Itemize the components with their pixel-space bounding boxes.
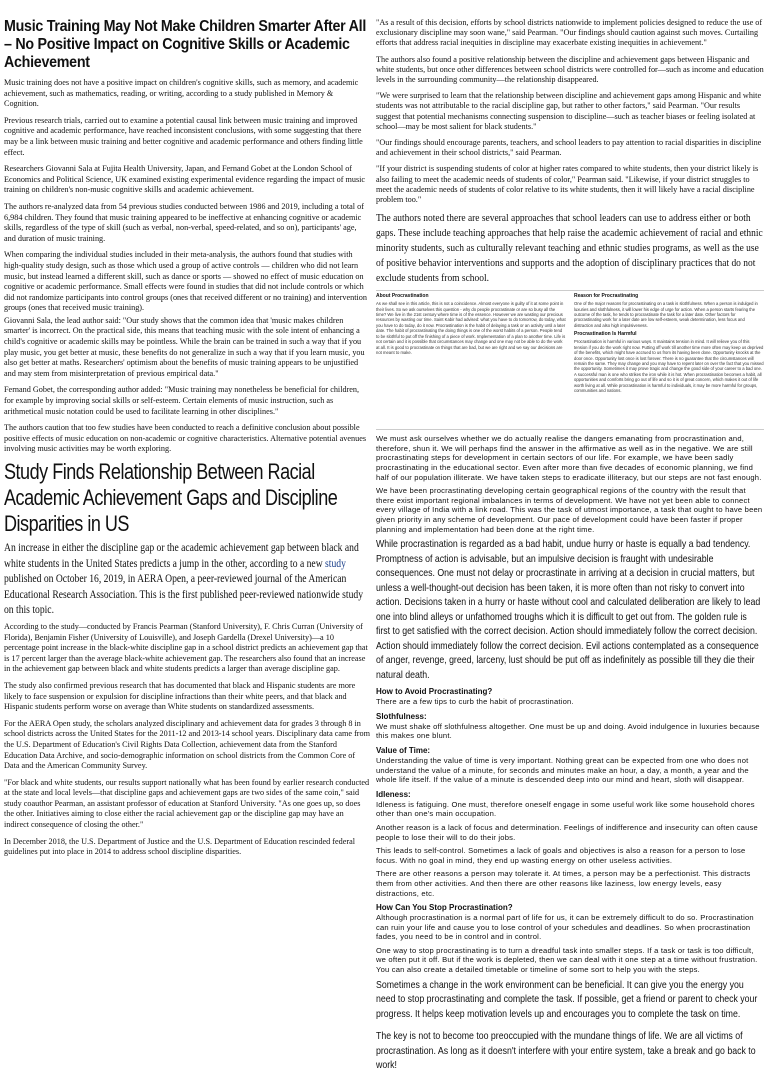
paragraph: Giovanni Sala, the lead author said: "Our study shows that the common idea that 'music makes children smarter' is incorrect. On the practical side, this means that teaching music with the sole intent of enhancing a child's cognitive or academic skills may be pointless. While the brain can be trained in such a way that if you play music, you get better at music, these benefits do not generalize in such a way that if you learn music, you also get better at maths. Researchers' optimism about the benefits of music training appears to be unjustified and may stem from misinterpretation of previous empirical data."	[4, 315, 365, 378]
quote-paragraph: "If your district is suspending students of color at higher rates compared to white students, then your district likely is also failing to meet the academic needs of students of color," Pearman said. "Likewise, if your district struggles to meet the academic needs of students of color relative to its white students, then it will likely have a racial discipline problem too."	[376, 164, 759, 205]
section-heading: Slothfulness:	[376, 711, 427, 721]
quote-paragraph: "As a result of this decision, efforts by school districts nationwide to implement policies designed to reduce the use of exclusionary discipline may soon wane," said Pearman. "Our findings should caution against such moves. Curtailing efforts that address racial inequities in discipline may exacerbate existing inequities in achievement."	[376, 18, 763, 48]
paragraph: According to the study—conducted by Francis Pearman (Stanford University), F. Chris Curran (University of Florida), Benjamin Fisher (University of Louisville), and Joseph Gardella (Drexel University)—a 10 percentage point increase in the black-white discipline gap in a school district predicts an achievement gap that is 17 percent larger than the average black-white achievement gap. The researchers also found that an increase in the achievement gap between black and white students predicts a larger than average discipline gap.	[4, 621, 368, 674]
essay-paragraph: We have been procrastinating developing certain geographical regions of the country with the result that there exist important regional imbalances in terms of development. We have not yet been able to connect every village of India with a link road. This was the task of utmost importance, a task that ought to have been given priority in any scheme of development. Our pace of development could have been faster if proper planning and implementation had been done at the right time.	[376, 486, 763, 534]
inset-right	[574, 293, 764, 427]
essay-paragraph: We must ask ourselves whether we do actually realise the dangers emanating from procrastination and, therefore, shun it. We will perhaps find the answer in the affirmative as well as in the negative. We are still procrastinating steps for development in certain sectors of our life. For example, we have been sadly procrastinating in the educational sector. Even after more than five decades of economic planning, we find half of our population illiterate. We have taken steps to eradicate illiteracy, but our steps are not fast enough.	[376, 434, 762, 482]
article-title-music: Music Training May Not Make Children Smarter After All – No Positive Impact on Cognitive Skills or Academic Achievement	[4, 18, 367, 71]
quote-paragraph: The authors also found a positive relationship between the discipline and achievement gaps between Hispanic and white students, but once other differences between school districts were controlled for—such as income and education levels in the surrounding community—the relationship disappeared.	[376, 54, 764, 85]
section-text: Idleness is fatiguing. One must, therefore oneself engage in some useful work like some household chores other than one's main occupation.	[376, 799, 755, 819]
right-column	[376, 18, 764, 1072]
paragraph: Music training does not have a positive impact on children's cognitive skills, such as memory, and academic achievement, such as mathematics, reading, or writing, according to a study published in Memory & Cognition.	[4, 78, 359, 109]
section-text: This leads to self-control. Sometimes a lack of goals and objectives is also a reason for a person to lose focus. With no goal in mind, they end up wasting energy on other useless activities.	[376, 846, 746, 865]
paragraph: When comparing the individual studies included in their meta-analysis, the authors found that studies with high-quality study design, such as those which used a group of active controls — children who did not learn music, but instead learned a different skill, such as dance or sports — showed no effect of music education on cognitive or academic performance. Small effects were found in studies that did not include controls or which did not randomize participants into control groups (ones that received different or no training) and intervention groups (ones that received music training).	[4, 250, 367, 313]
section-text: Understanding the value of time is very important. Nothing great can be expected from one who does not understand the value of a minute, for seconds and minutes make an hour, a day, a month, a year and the whole life itself. If the value of a minute is descended deep into our mind and heart, sloth will disappear.	[376, 755, 749, 785]
closing-paragraph: The authors noted there are several approaches that school leaders can use to address either or both gaps. These include teaching approaches that help raise the academic achievement of racial and ethnic minority students, such as culturally relevant teaching and ethnic studies programs, as well as the use of positive behavior interventions and supports and the adoption of disciplinary practices that do not exclude students from school.	[376, 212, 763, 285]
final-paragraph: The key is not to become too preoccupied with the mundane things of life. We are all victims of procrastination. As long as it doesn't interfere with your entire system, take a break and go back to work!	[376, 1031, 756, 1072]
paragraph: The authors re-analyzed data from 54 previous studies conducted between 1986 and 2019, including a total of 6,984 children. They found that music training appeared to be ineffective at enhancing cognitive or academic skills, regardless of the type of skill (such as verbal, non-verbal, speed-related, and so on), participants' age, and duration of music training.	[4, 201, 364, 243]
section-heading: Value of Time:	[376, 745, 431, 755]
quote-paragraph: "We were surprised to learn that the relationship between discipline and achievement gaps among Hispanic and white students was not attributable to the racial discipline gap, but rather to other factors," said Pearman. "Our results suggest that potential mechanisms connecting suspension to discipline—such as teacher biases or feeling isolated at school—may be most salient for black students."	[376, 91, 762, 131]
inset-title: About Procrastination	[376, 293, 429, 300]
lead-text: published on October 16, 2019, in AERA Open, a peer-reviewed journal of the American Educational Research Association. This is the first published peer-reviewed nationwide study on this topic.	[4, 573, 364, 617]
inset-left	[376, 293, 566, 427]
section-text: We must shake off slothfulness altogether. One must be up and doing. Avoid indulgence in luxuries because this makes one blunt.	[376, 721, 760, 741]
lead-text: An increase in either the discipline gap or the academic achievement gap between black and white students in the United States predicts a jump in the other, according to a new	[4, 542, 359, 570]
study-link[interactable]: study	[325, 557, 346, 570]
article-lead	[4, 541, 369, 619]
paragraph: "For black and white students, our results support nationally what has been found by earlier research conducted at the state and local levels—that discipline gaps and achievement gaps are two sides of the same coin," said study coauthor Pearman, an assistant professor of education at Stanford University. "As one goes up, so does the other. Initiatives aiming to close either the racial achievement gap or the discipline gap may have an indirect consequence of closing the other."	[4, 777, 370, 830]
paragraph: The authors caution that too few studies have been conducted to reach a definitive conclusion about possible positive effects of music education on non-academic or cognitive characteristics. Alternative potential avenues involving music activities may be worth exploring.	[4, 423, 367, 454]
inset-text: One of the major reasons for procrastinating on a task is slothfulness. When a person is indulged in luxuries and slothfulness, it will lower his edge of urge for action. When a person starts fearing the outcome of the task, he tends to procrastinate the task for a later date. Other factors for procrastinating work for a later date are low self-esteem, weak determination, less focus and distraction and also high impulsiveness.	[574, 301, 758, 328]
paragraph: In December 2018, the U.S. Department of Justice and the U.S. Department of Education rescinded federal guidelines put into place in 2014 to address school discipline disparities.	[4, 836, 356, 857]
paragraph: For the AERA Open study, the scholars analyzed disciplinary and achievement data for grades 3 through 8 in school districts across the United States for the 2011-12 and 2013-14 school years. Disciplinary data came from the U.S. Department of Education's Civil Rights Data Collection, achievement data from the Stanford Education Data Archive, and socio-demographic information on school districts from the Common Core of Data and the American Community Survey.	[4, 718, 370, 771]
inset-text: Procrastination is harmful in various ways. It maintains tension in mind. It will relieve you of this tension if you do the work right now. Putting off work till another time more often may keep us deprived of the benefits, which might have accrued to us from its having been done. Opportunity knocks at the door once. Opportunity lost once is lost forever. There is no guarantee that the circumstances will remain the same. They may change and you may have to repent later on over the fact that you missed the opportunity. Sometimes it may prove tragic and change the good side of your career to a bad one. A successful man is one who strikes the iron while it is hot. When procrastination becomes a habit, all opportunities and comforts bring go out of life and so it is of great concern, which makes it out of life worth living at all. While procrastination is harmful to individuals, it may be more harmful for groups, communities and nations.	[574, 339, 764, 393]
section-heading: Idleness:	[376, 789, 411, 799]
section-text: Although procrastination is a normal part of life for us, it can be extremely difficult to do so. Procrastination can ruin your life and cause you to lose control of your schedules and deadlines. So when procrastination fades, you need to be in control and in control.	[376, 913, 754, 942]
inset-title: Procrastination Is Harmful	[574, 331, 637, 338]
section-text: There are other reasons a person may tolerate it. At times, a person may be a perfectionist. This distracts them from other activities. And then there are other reasons like laziness, low energy levels, easy distractions, etc.	[376, 869, 751, 898]
paragraph: Researchers Giovanni Sala at Fujita Health University, Japan, and Fernand Gobet at the London School of Economics and Political Science, UK examined existing experimental evidence regarding the impact of music training on children's non-music cognitive skills and academic achievement.	[4, 164, 366, 195]
music-article-body	[4, 78, 370, 455]
quote-paragraph: "Our findings should encourage parents, teachers, and school leaders to pay attention to racial disparities in discipline and achievement in their school districts," said Pearman.	[376, 138, 762, 158]
procrastination-inset	[376, 290, 764, 430]
section-text: There are a few tips to curb the habit of procrastination.	[376, 697, 574, 707]
section-text: One way to stop procrastinating is to turn a dreadful task into smaller steps. If a task or task is too difficult, we often put it off. But if the work is depleted, then we can deal with it one step at a time without frustration. You can also create a detailed timetable or timeline of some sort to help you with the steps.	[376, 945, 758, 975]
paragraph: The study also confirmed previous research that has documented that black and Hispanic students are more likely to face suspension or expulsion for discipline infractions than their white peers, and that black and Hispanic students perform worse on average than White students on standardized assessments.	[4, 680, 356, 712]
article-title-racial-gaps: Study Finds Relationship Between Racial Academic Achievement Gaps and Discipline Disparities in US	[4, 459, 338, 536]
paragraph: Fernand Gobet, the corresponding author added: "Music training may nonetheless be beneficial for children, for example by improving social skills or self-esteem. Certain elements of music instruction, such as arithmetical music notation could be used to facilitate learning in other disciplines."	[4, 385, 360, 416]
change-paragraph: Sometimes a change in the work environment can be beneficial. It can give you the energy you need to stop procrastinating and complete the task. If possible, get a friend or parent to check your progress. It helps keep motivation levels up and encourages you to complete the task on time.	[376, 979, 758, 1020]
paragraph: Previous research trials, carried out to examine a potential causal link between music training and improved cognitive and academic performance, have reached inconsistent conclusions, with some suggesting that there may be a link between music training and better cognitive and academic performance and others finding little effect.	[4, 115, 363, 157]
left-column	[4, 18, 370, 1020]
inset-text: As we shall see in this article, this is not a coincidence. Almost everyone is guilty of it at some point in their lives. So we ask ourselves this question - why do people procrastinate or are so busy all the time? We live in the 21st century where time is of the essence. However we are wasting our precious resources by wasting our time. Saint Kabir had advised: what you have to do tomorrow, do today, what you have to do today, do it now. Procrastination is the habit of delaying a task or an activity until a later date. The habit of procrastinating the doing things is one of the worst habits of a person. People tend to be slothful to put off the finishing of a piece of work. Implementation of a plan to another time. Life is not certain and it is possible that circumstances may change and one may not be able to do the work at all. It is good to procrastinate on things that are bad, but we are right and we say our decisions are not meant to make.	[376, 301, 566, 355]
section-heading: How to Avoid Procrastinating?	[376, 687, 493, 697]
section-heading: How Can You Stop Procrastination?	[376, 903, 513, 913]
promptness-paragraph: While procrastination is regarded as a bad habit, undue hurry or haste is equally a bad tendency. Promptness of action is advisable, but an impulsive decision is fraught with undesirable consequences. One must not delay or procrastinate in arriving at a decision in crucial matters, but unless a well-thought-out decision has been taken, it is more often than not risky to convert into action. Decisions taken in a hurry or haste without cool and calculated deliberation are likely to lead one into blind alleys or unfathomed troughs which it is difficult to get out from. The golden rule is first to get satisfied with the correct decision. Action should immediately follow the correct decision. Action should immediately follow the correct decision. Evil actions contemplated as a consequence of anger, revenge, greed, larceny, lust should be put off as indefinitely as possible till they die their natural death.	[376, 539, 761, 681]
section-text: Another reason is a lack of focus and determination. Feelings of indifference and insecurity can often cause people to lose their will to do their jobs.	[376, 822, 758, 842]
inset-title: Reason for Procrastinating	[574, 293, 639, 300]
